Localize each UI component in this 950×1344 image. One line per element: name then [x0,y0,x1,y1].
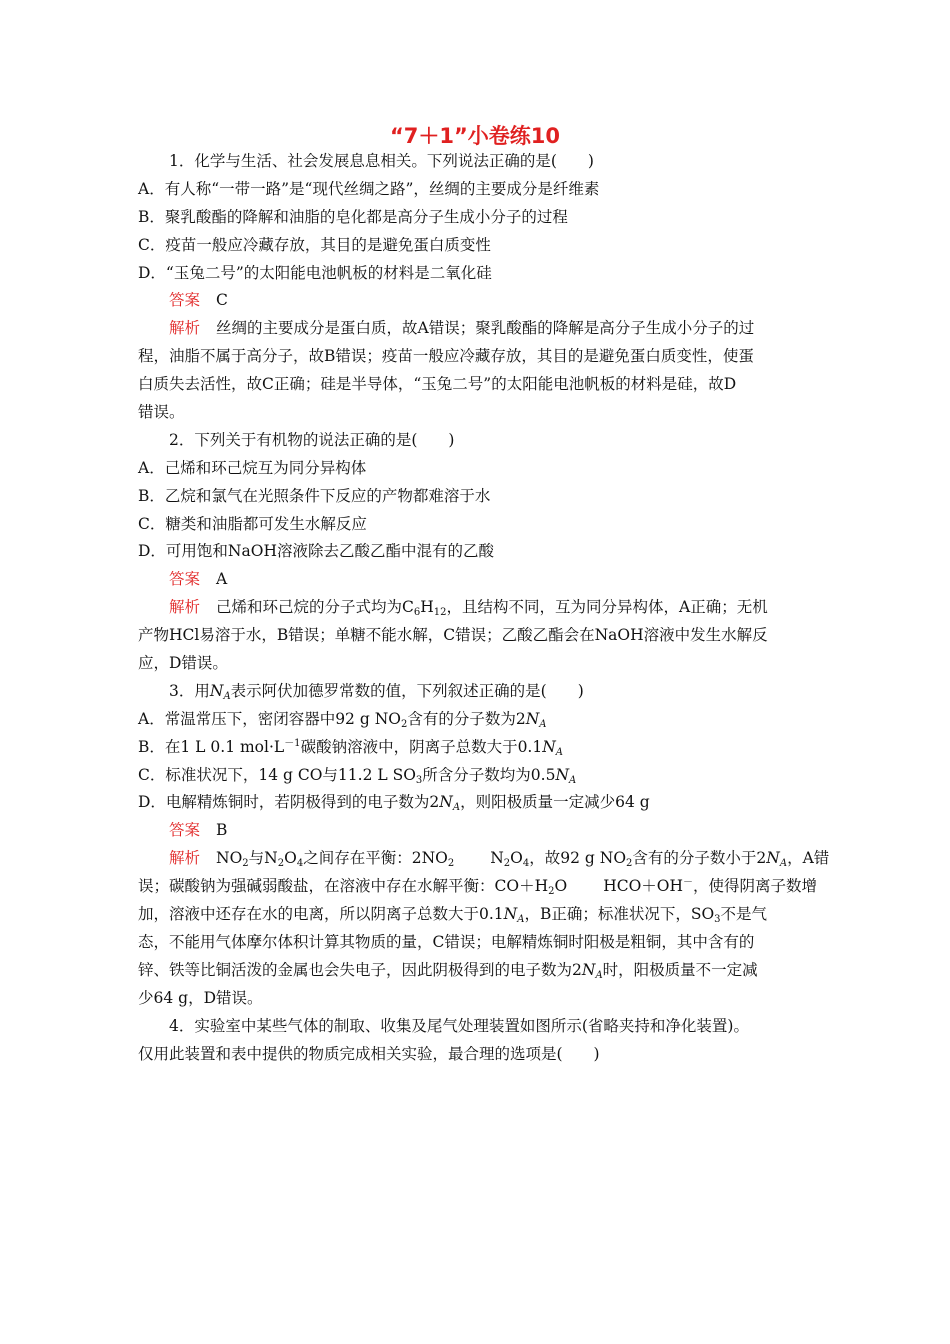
text: ，故92 g NO [529,849,627,868]
text: O [284,849,297,868]
q2-answer [138,566,814,594]
subscript: 4 [296,858,304,870]
q2-analysis-line-2: 产物HCl易溶于水，B错误；单糖不能水解，C错误；乙酸乙酯会在NaOH溶液中发生水解反 [138,626,768,645]
text: O [554,877,568,896]
subscript: A [517,914,525,926]
analysis-label: 解析 [169,849,201,868]
text: O [510,849,523,868]
subscript: 2 [400,718,408,730]
q2-stem: 2．下列关于有机物的说法正确的是( ) [169,430,455,449]
q3-answer [138,817,814,845]
q2-analysis-line-3: 应，D错误。 [138,654,228,673]
q3-stem [138,678,814,706]
text: 时，阳极质量不一定减 [602,960,758,979]
text: B．在1 L 0.1 mol·L [138,737,285,756]
text: 己烯和环己烷的分子式均为C [216,598,414,617]
q3-option-a [138,706,814,734]
subscript: A [595,969,603,981]
q1-option-b: B．聚乳酸酯的降解和油脂的皂化都是高分子生成小分子的过程 [138,207,568,226]
text: 所含分子数均为0.5 [422,765,556,784]
avogadro-symbol: N [542,737,556,756]
q2-option-c: C．糖类和油脂都可发生水解反应 [138,514,367,533]
subscript: 6 [413,607,421,619]
subscript: 2 [548,886,555,898]
subscript: 2 [277,858,285,870]
text: C．标准状况下，14 g CO与11.2 L SO [138,765,416,784]
q2-option-d: D．可用饱和NaOH溶液除去乙酸乙酯中混有的乙酸 [138,542,494,561]
text: 锌、铁等比铜活泼的金属也会失电子，因此阴极得到的电子数为2 [138,960,582,979]
q1-analysis-line-4: 错误。 [138,403,185,422]
avogadro-symbol: N [503,905,518,924]
q1-analysis-text-1: 丝绸的主要成分是蛋白质，故A错误；聚乳酸酯的降解是高分子生成小分子的过 [216,319,755,338]
text: 加，溶液中还存在水的电离，所以阴离子总数大于0.1 [138,905,504,924]
subscript: 4 [522,858,530,870]
avogadro-symbol: N [525,709,540,728]
q2-option-a: A．己烯和环己烷互为同分异构体 [138,458,367,477]
subscript: A [452,802,461,814]
q1-option-d: D．“玉兔二号”的太阳能电池帆板的材料是二氧化硅 [138,263,492,282]
text: A．常温常压下，密闭容器中92 g NO [138,709,401,728]
q3-option-b [138,734,814,762]
q1-answer-value: C [216,291,228,310]
document-body [138,148,830,1068]
text: H [420,598,434,617]
text: ，A错 [787,849,830,868]
subscript: A [569,774,577,786]
text: 含有的分子数小于2 [632,849,767,868]
q3-answer-value: B [216,821,228,840]
avogadro-symbol: N [581,960,596,979]
q2-option-b: B．乙烷和氯气在光照条件下反应的产物都难溶于水 [138,486,491,505]
q1-option-a: A．有人称“一带一路”是“现代丝绸之路”，丝绸的主要成分是纤维素 [138,179,600,198]
superscript: －1 [284,737,301,749]
superscript: － [683,877,693,889]
subscript: 2 [626,858,633,870]
subscript: A [539,718,547,730]
q3-option-d [138,789,814,817]
subscript: 3 [714,914,721,926]
text: 含有的分子数为2 [407,709,526,728]
q4-stem-line-1: 4．实验室中某些气体的制取、收集及尾气处理装置如图所示(省略夹持和净化装置)。 [169,1016,749,1035]
text: 不是气 [720,905,768,924]
text: 碳酸钠溶液中，阴离子总数大于0.1 [300,737,543,756]
q2-answer-value: A [216,570,228,589]
q3-analysis-line-2 [138,873,818,901]
answer-label: 答案 [169,570,201,589]
q4-stem-line-2: 仅用此装置和表中提供的物质完成相关实验，最合理的选项是( ) [138,1044,600,1063]
q3-analysis-line-4: 态，不能用气体摩尔体积计算其物质的量，C错误；电解精炼铜时阳极是粗铜，其中含有的 [138,932,755,951]
answer-label: 答案 [169,291,201,310]
subscript: 2 [242,858,249,870]
page-title: “7＋1”小卷练10 [389,124,561,148]
text: 之间存在平衡：2NO [303,849,448,868]
text: NO [216,849,243,868]
q1-analysis-line-3: 白质失去活性，故C正确；硅是半导体，“玉兔二号”的太阳能电池帆板的材料是硅，故D [138,375,737,394]
text: 误；碳酸钠为强碱弱酸盐，在溶液中存在水解平衡：CO＋H [138,877,549,896]
q3-analysis-line-5 [138,957,814,985]
text: N [490,849,504,868]
text: 表示阿伏加德罗常数的值，下列叙述正确的是( ) [230,681,584,700]
analysis-label: 解析 [169,319,201,338]
q3-analysis-line-1 [138,845,830,873]
q1-answer [138,287,814,315]
subscript: 2 [503,858,511,870]
subscript: A [555,746,564,758]
subscript: 3 [415,774,423,786]
q1-stem: 1．化学与生活、社会发展息息相关。下列说法正确的是( ) [169,152,594,170]
analysis-label: 解析 [169,598,201,617]
text: 3．用 [169,681,210,700]
text: ，B正确；标准状况下，SO [524,905,715,924]
q1-option-c: C．疫苗一般应冷藏存放，其目的是避免蛋白质变性 [138,235,491,254]
q3-analysis-line-3 [138,901,814,929]
q2-analysis-line-1 [138,594,814,622]
avogadro-symbol: N [555,765,570,784]
text: HCO＋OH [603,877,683,896]
text: D．电解精炼铜时，若阴极得到的电子数为2 [138,793,440,812]
answer-label: 答案 [169,821,201,840]
q3-analysis-line-6: 少64 g，D错误。 [138,988,263,1007]
text: ，使得阴离子数增 [693,877,818,896]
text: 与N [248,849,278,868]
subscript: A [779,858,788,870]
subscript: 12 [433,607,447,619]
q3-option-c [138,762,814,790]
avogadro-symbol: N [439,793,453,812]
text: ，且结构不同，互为同分异构体，A正确；无机 [446,598,768,617]
q1-analysis-line-2: 程，油脂不属于高分子，故B错误；疫苗一般应冷藏存放，其目的是避免蛋白质变性，使蛋 [138,347,754,366]
q1-analysis-line-1 [138,315,814,343]
avogadro-symbol: N [766,849,780,868]
avogadro-symbol: N [209,681,224,700]
text: ，则阳极质量一定减少64 g [460,793,650,812]
subscript: 2 [447,858,455,870]
subscript: A [223,690,231,702]
